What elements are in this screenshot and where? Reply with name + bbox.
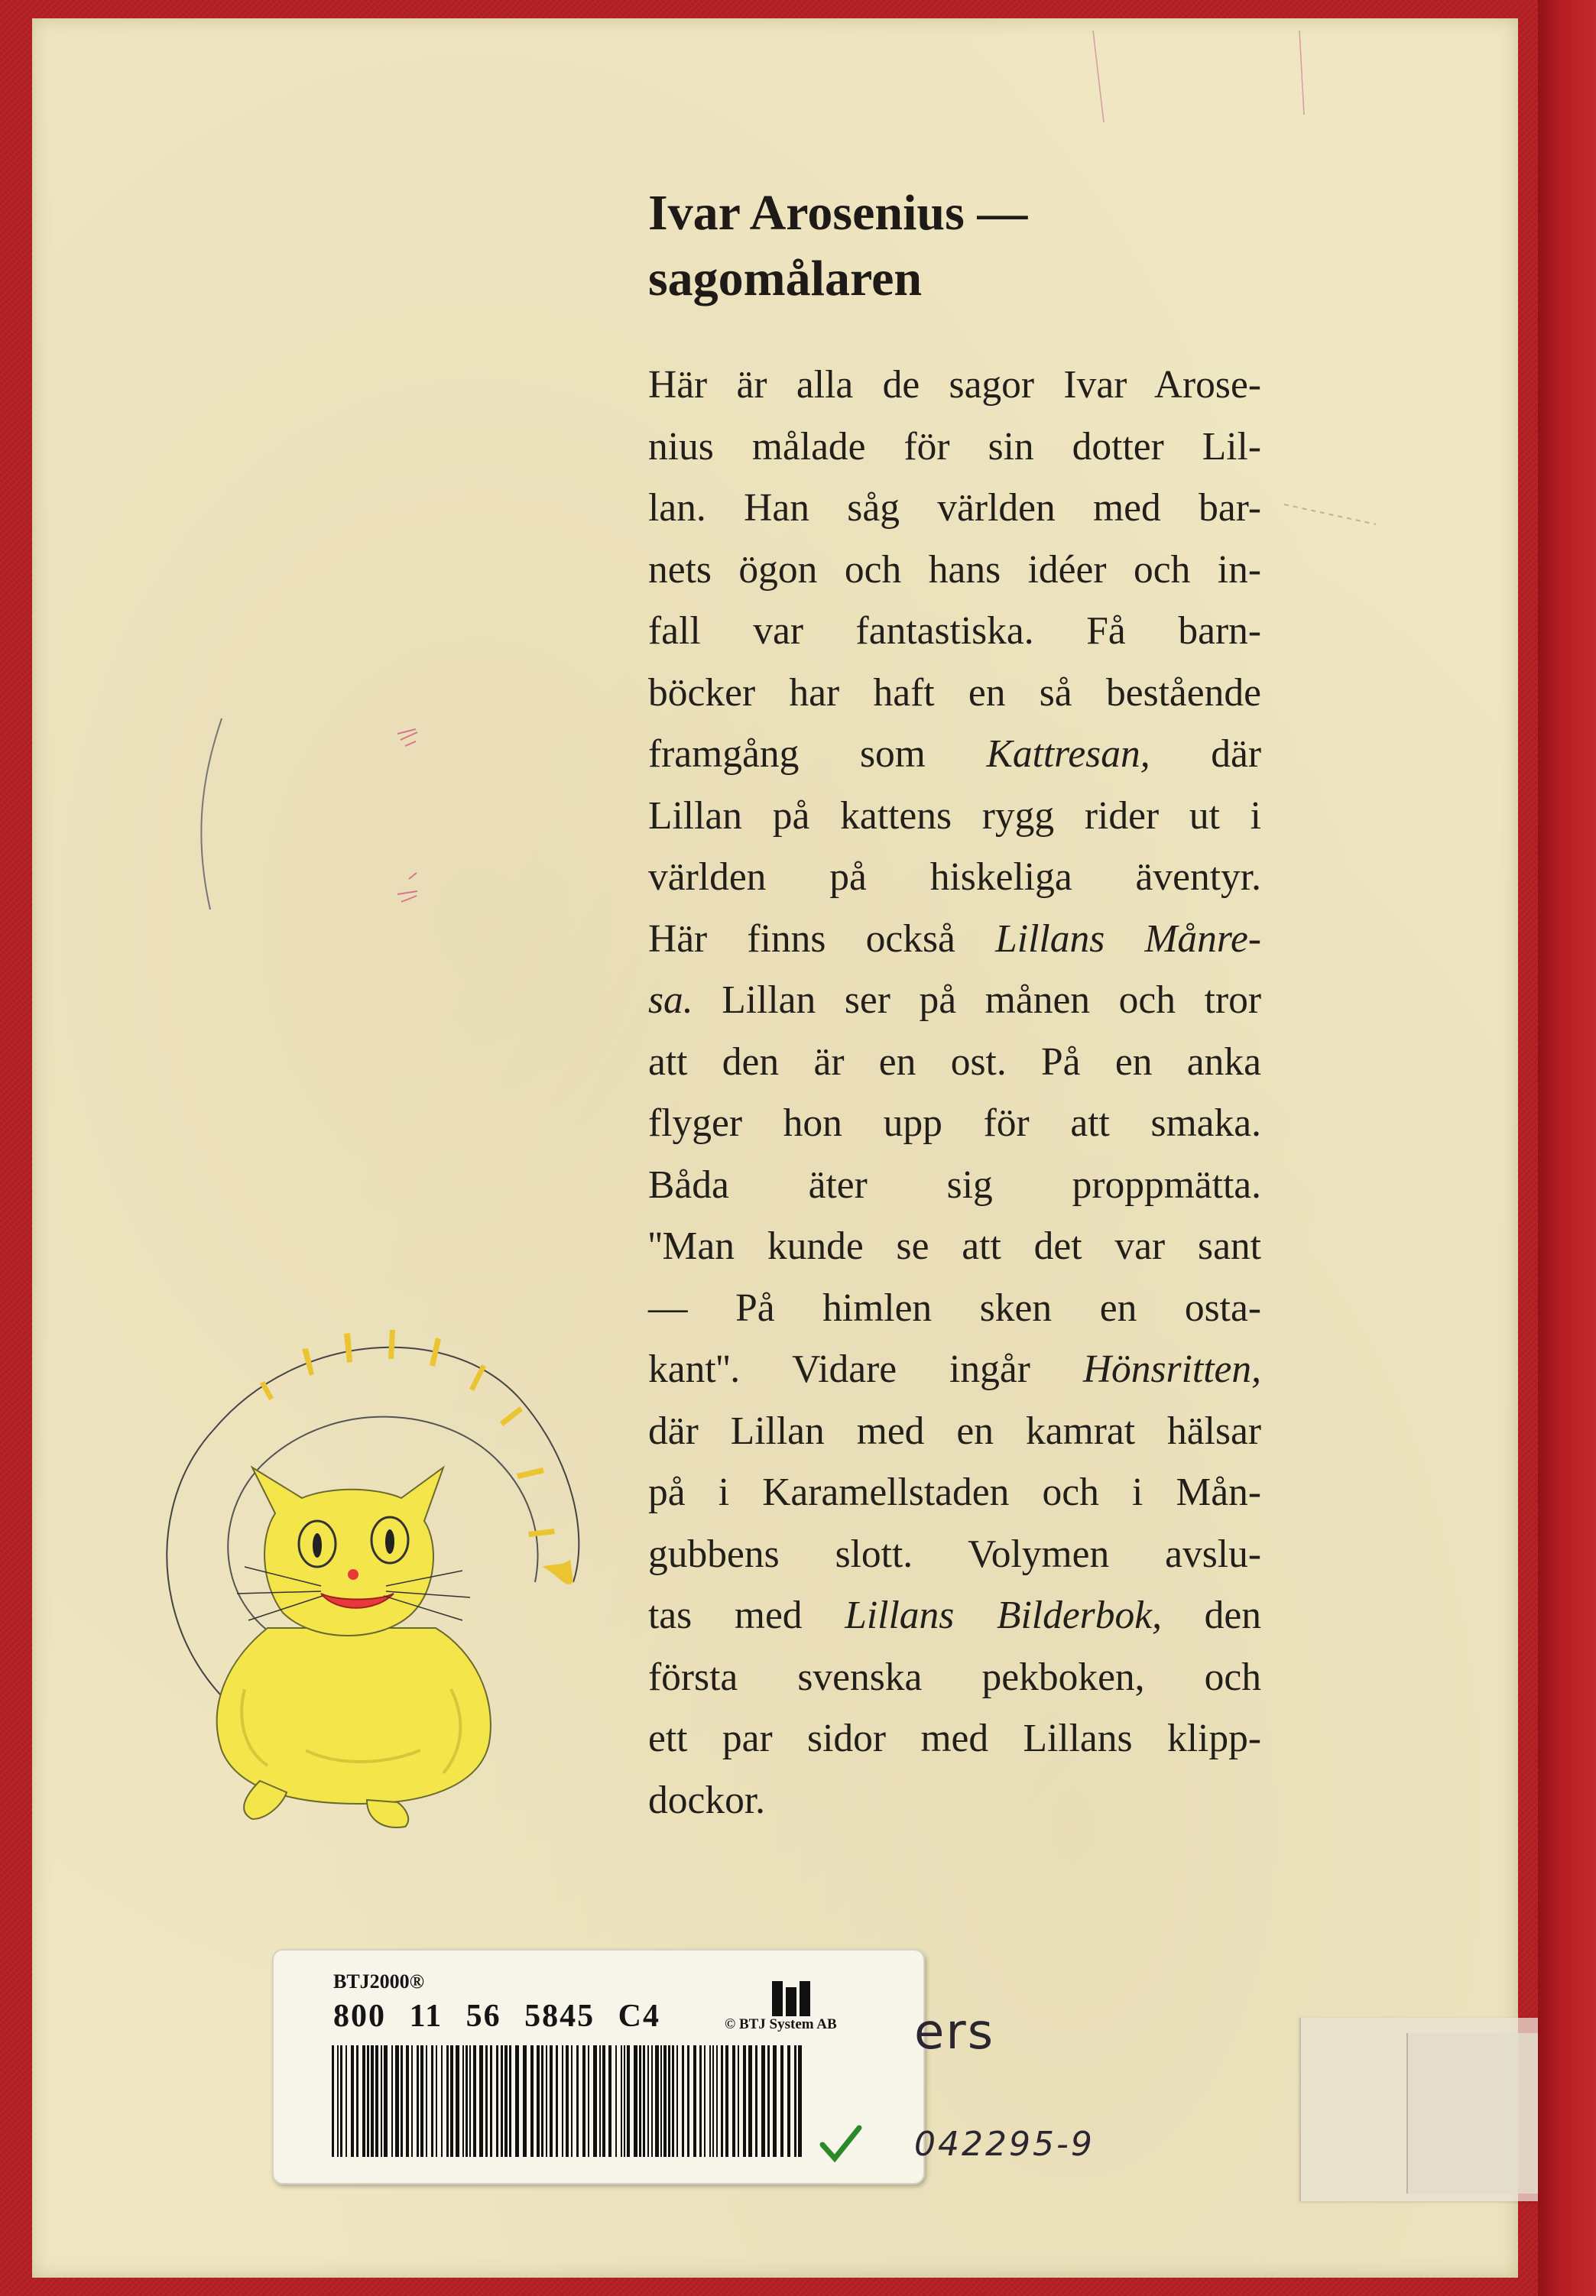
blurb-italic-title: Lillans Bilderbok, xyxy=(845,1594,1162,1637)
barcode-bar xyxy=(523,2045,527,2157)
barcode-bar xyxy=(566,2045,569,2157)
isbn-handwriting: 042295-9 xyxy=(914,2125,1095,2164)
barcode-bar xyxy=(537,2045,540,2157)
blurb-line xyxy=(648,1032,1261,1094)
publisher-handwriting: ers xyxy=(914,2004,995,2061)
barcode-bar xyxy=(582,2045,586,2157)
label-brand: BTJ2000® xyxy=(333,1970,425,1993)
barcode-bar xyxy=(509,2045,511,2157)
cat-pupil-right xyxy=(385,1529,394,1554)
blurb-line xyxy=(648,601,1261,663)
library-barcode-label xyxy=(272,1949,925,2184)
blurb-text xyxy=(648,355,1261,1831)
blurb-segment: nets ögon och hans idéer och in- xyxy=(648,547,1261,592)
blurb-segment: dockor. xyxy=(648,1778,766,1822)
blurb-italic-title: Lillans Månre- xyxy=(995,916,1261,961)
barcode-bar xyxy=(602,2045,605,2157)
cat-foot-right xyxy=(367,1800,408,1827)
blurb-segment: världen på hiskeliga äventyr. xyxy=(648,855,1261,899)
barcode-bar xyxy=(530,2045,534,2157)
blurb-line xyxy=(648,1155,1261,1217)
blurb-line xyxy=(648,1708,1261,1770)
barcode-bar xyxy=(660,2045,662,2157)
barcode-bar xyxy=(504,2045,508,2157)
barcode-bar xyxy=(687,2045,689,2157)
blurb-segment: ''Man kunde se att det var sant xyxy=(648,1224,1261,1268)
barcode-bar xyxy=(780,2045,783,2157)
barcode-bar xyxy=(732,2045,735,2157)
blurb-segment: ett par sidor med Lillans klipp- xyxy=(648,1717,1261,1760)
barcode-bar xyxy=(634,2045,637,2157)
barcode-bar xyxy=(608,2045,611,2157)
barcode-bar xyxy=(436,2045,437,2157)
blurb-italic-title: Kattresan, xyxy=(986,732,1150,776)
cat-pupil-left xyxy=(313,1533,322,1558)
barcode-bar xyxy=(426,2045,427,2157)
barcode-bar xyxy=(748,2045,752,2157)
barcode-bar xyxy=(431,2045,433,2157)
barcode-bar xyxy=(351,2045,354,2157)
barcode-bar xyxy=(411,2045,413,2157)
barcode-bar xyxy=(787,2045,790,2157)
blurb-segment: böcker har haft en så bestående xyxy=(648,670,1261,715)
cat-nose xyxy=(348,1569,358,1580)
barcode-bar xyxy=(709,2045,711,2157)
barcode-bar xyxy=(755,2045,757,2157)
tape-patch-inner xyxy=(1406,2033,1538,2194)
barcode-bar xyxy=(773,2045,777,2157)
blurb-segment: — På himlen sken en osta- xyxy=(648,1286,1261,1330)
barcode-bar xyxy=(332,2045,334,2157)
blurb-segment: Lillan ser på månen och tror xyxy=(693,978,1261,1022)
blurb-line xyxy=(648,970,1261,1032)
barcode-bar xyxy=(693,2045,696,2157)
btj-logo-icon xyxy=(772,1981,810,2016)
blurb-segment: Här finns också xyxy=(648,916,996,961)
blurb-line xyxy=(648,355,1261,417)
blurb-italic-title: sa. xyxy=(648,978,693,1022)
barcode-bar xyxy=(767,2045,770,2157)
barcode xyxy=(332,2045,806,2157)
barcode-bar xyxy=(639,2045,641,2157)
barcode-bar xyxy=(441,2045,443,2157)
barcode-bar xyxy=(794,2045,796,2157)
barcode-bar xyxy=(593,2045,597,2157)
barcode-bar xyxy=(668,2045,670,2157)
barcode-bar xyxy=(490,2045,492,2157)
blurb-segment: där Lillan med en kamrat hälsar xyxy=(648,1409,1261,1453)
blurb-segment: Båda äter sig proppmätta. xyxy=(648,1163,1261,1207)
blurb-segment: gubbens slott. Volymen avslu- xyxy=(648,1532,1261,1576)
title-line-2: sagomålaren xyxy=(648,251,923,306)
blurb-line xyxy=(648,540,1261,602)
label-number: 800 11 56 5845 C4 xyxy=(333,1999,661,2034)
barcode-bar xyxy=(496,2045,498,2157)
blurb-line xyxy=(648,1401,1261,1463)
blurb-line xyxy=(648,1339,1261,1401)
label-copyright: © BTJ System AB xyxy=(725,2016,837,2032)
blurb-line xyxy=(648,1462,1261,1524)
barcode-bar xyxy=(716,2045,718,2157)
barcode-bar xyxy=(738,2045,739,2157)
blurb-segment: flyger hon upp för att smaka. xyxy=(648,1101,1261,1145)
barcode-bar xyxy=(556,2045,558,2157)
barcode-bar xyxy=(417,2045,419,2157)
blurb-segment: lan. Han såg världen med bar- xyxy=(648,486,1261,530)
barcode-bar xyxy=(340,2045,342,2157)
blurb-line xyxy=(648,663,1261,725)
blurb-segment: Lillan på kattens rygg rider ut i xyxy=(648,793,1261,838)
barcode-bar xyxy=(672,2045,674,2157)
blurb-segment: nius målade för sin dotter Lil- xyxy=(648,424,1261,469)
barcode-bar xyxy=(725,2045,728,2157)
blurb-line xyxy=(648,1093,1261,1155)
barcode-bar xyxy=(651,2045,653,2157)
barcode-bar xyxy=(356,2045,358,2157)
barcode-bar xyxy=(643,2045,645,2157)
blurb-line xyxy=(648,1278,1261,1340)
blurb-line xyxy=(648,1647,1261,1709)
barcode-bar xyxy=(743,2045,746,2157)
barcode-bar xyxy=(469,2045,471,2157)
barcode-bar xyxy=(337,2045,339,2157)
barcode-bar xyxy=(362,2045,365,2157)
barcode-bar xyxy=(395,2045,399,2157)
blurb-line xyxy=(648,1216,1261,1278)
blurb-segment: första svenska pekboken, och xyxy=(648,1655,1261,1699)
barcode-bar xyxy=(599,2045,601,2157)
barcode-bar xyxy=(627,2045,630,2157)
barcode-bar xyxy=(761,2045,765,2157)
barcode-bar xyxy=(562,2045,563,2157)
barcode-bar xyxy=(682,2045,684,2157)
barcode-bar xyxy=(546,2045,547,2157)
barcode-bar xyxy=(624,2045,625,2157)
barcode-bar xyxy=(485,2045,488,2157)
barcode-bar xyxy=(712,2045,714,2157)
blurb-segment: den xyxy=(1161,1594,1261,1637)
barcode-bar xyxy=(391,2045,393,2157)
barcode-bar xyxy=(699,2045,702,2157)
cat-body xyxy=(217,1628,491,1804)
barcode-bar xyxy=(401,2045,403,2157)
book-spine-edge xyxy=(1538,0,1596,2296)
barcode-bar xyxy=(588,2045,589,2157)
barcode-bar xyxy=(466,2045,468,2157)
barcode-bar xyxy=(571,2045,573,2157)
barcode-bar xyxy=(406,2045,409,2157)
barcode-bar xyxy=(621,2045,622,2157)
barcode-bar xyxy=(515,2045,519,2157)
barcode-bar xyxy=(479,2045,483,2157)
barcode-bar xyxy=(655,2045,659,2157)
barcode-bar xyxy=(381,2045,382,2157)
barcode-bar xyxy=(663,2045,667,2157)
barcode-bar xyxy=(367,2045,369,2157)
barcode-bar xyxy=(420,2045,423,2157)
blurb-segment: Här är alla de sagor Ivar Arose- xyxy=(648,363,1261,407)
blurb-segment: kant''. Vidare ingår xyxy=(648,1347,1083,1391)
cat-illustration xyxy=(115,1292,604,1842)
barcode-bar xyxy=(576,2045,579,2157)
barcode-bar xyxy=(456,2045,459,2157)
barcode-bar xyxy=(798,2045,802,2157)
barcode-bar xyxy=(446,2045,449,2157)
barcode-bar xyxy=(676,2045,678,2157)
blurb-line xyxy=(648,478,1261,540)
barcode-bar xyxy=(375,2045,378,2157)
barcode-bar xyxy=(371,2045,374,2157)
barcode-bar xyxy=(501,2045,503,2157)
blurb-line xyxy=(648,417,1261,478)
barcode-bar xyxy=(647,2045,649,2157)
barcode-bar xyxy=(704,2045,706,2157)
barcode-bar xyxy=(450,2045,453,2157)
blurb-segment: på i Karamellstaden och i Mån- xyxy=(648,1471,1261,1514)
blurb-line xyxy=(648,1585,1261,1647)
barcode-bar xyxy=(384,2045,388,2157)
barcode-bar xyxy=(721,2045,723,2157)
cat-head xyxy=(252,1467,443,1636)
blurb-line xyxy=(648,786,1261,848)
blurb-line xyxy=(648,1770,1261,1832)
check-mark-icon xyxy=(818,2122,864,2168)
blurb-line xyxy=(648,724,1261,786)
barcode-bar xyxy=(345,2045,347,2157)
blurb-segment: fall var fantastiska. Få barn- xyxy=(648,609,1261,653)
barcode-bar xyxy=(473,2045,476,2157)
barcode-bar xyxy=(615,2045,617,2157)
book-title xyxy=(648,180,1260,312)
blurb-italic-title: Hönsritten, xyxy=(1082,1347,1261,1391)
blurb-segment: där xyxy=(1150,732,1261,776)
blurb-segment: framgång som xyxy=(648,732,987,776)
barcode-bar xyxy=(462,2045,464,2157)
title-line-1: Ivar Arosenius — xyxy=(648,185,1028,241)
blurb-line xyxy=(648,1524,1261,1586)
barcode-bar xyxy=(550,2045,553,2157)
blurb-segment: tas med xyxy=(648,1594,845,1637)
blurb-line xyxy=(648,847,1261,909)
blurb-line xyxy=(648,909,1261,971)
blurb-segment: att den är en ost. På en anka xyxy=(648,1039,1261,1084)
barcode-bar xyxy=(541,2045,543,2157)
